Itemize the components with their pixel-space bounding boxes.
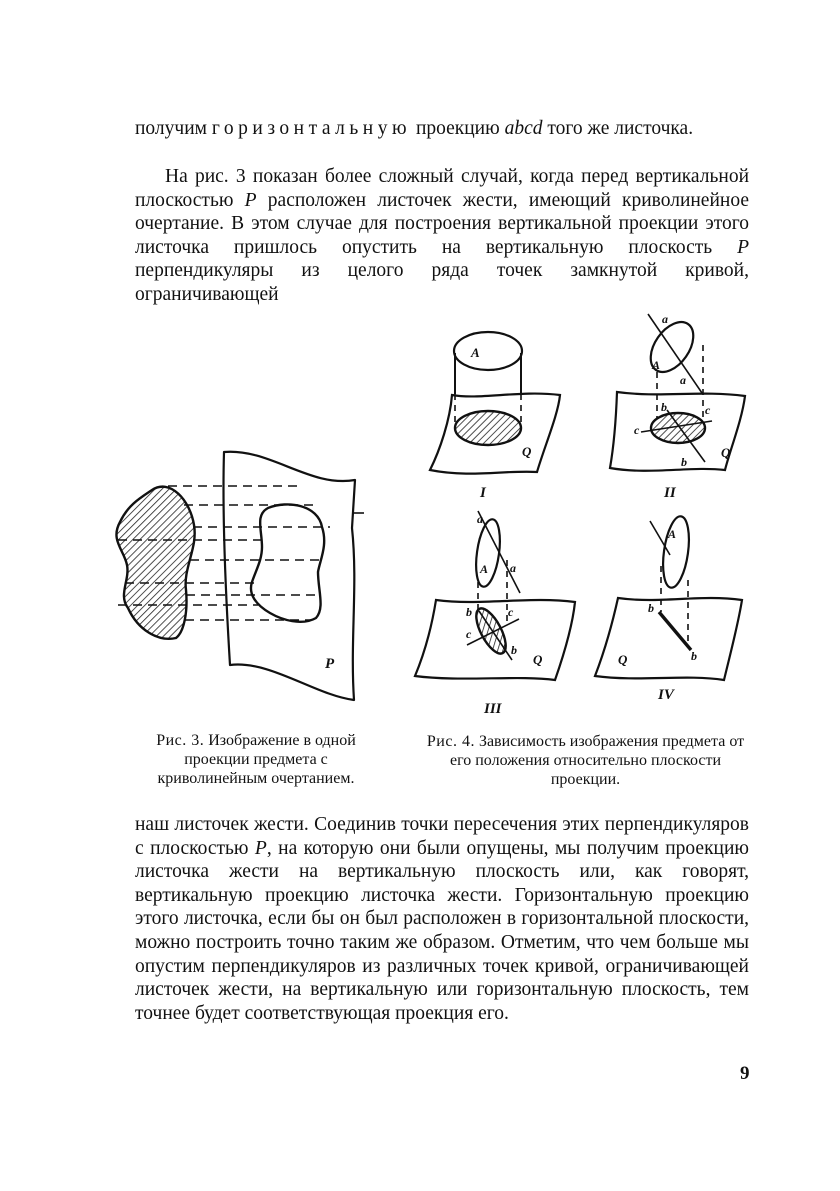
fig4-2-label-a-top: a (662, 312, 668, 326)
figure-4-panel-3 (415, 511, 575, 680)
fig4-roman-4: IV (658, 687, 674, 703)
fig4-2-label-c-left: c (634, 423, 640, 437)
figure-3-caption (130, 731, 382, 788)
fig4-3-label-a-low: a (510, 561, 516, 575)
fig4-2-top-ellipse (642, 314, 702, 379)
fig4-roman-2: II (664, 485, 676, 501)
fig4-3-label-c-left: c (466, 627, 472, 641)
p2-text-3: перпендикуляры из целого ряда точек замкнутой кривой, ограничивающей (135, 260, 749, 305)
fig4-4-top-ellipse (659, 515, 693, 590)
fig4-3-label-a-big: A (480, 562, 489, 576)
fig4-2-label-a-big: A (652, 358, 661, 372)
p2-var-p1: P (244, 189, 257, 211)
p1-text-3: того же листочка. (542, 118, 694, 139)
fig4-4-label-b-low: b (691, 649, 697, 663)
figure-4-caption (418, 732, 753, 789)
fig4-2-label-b-top: b (661, 400, 667, 414)
figure-3-caption-prefix: Рис. 3. (156, 732, 205, 749)
fig4-3-label-a-top: a (477, 512, 483, 526)
fig4-3-label-b-left: b (466, 605, 472, 619)
fig4-1-label-q: Q (522, 444, 532, 459)
fig4-3-label-c-right: c (508, 605, 514, 619)
fig4-2-projection (651, 413, 705, 443)
paragraph-3 (135, 813, 749, 1025)
fig4-roman-1: I (480, 485, 486, 501)
fig4-4-label-q: Q (618, 652, 628, 667)
p3-text-2: , на которую они были опущены, мы получим проекцию листочка жести на вертикальную плоскость или, как говорят, вертикальную проекцию листочка жести. Горизонтальную проекцию этого листочка, если бы он был расположен в горизонтальной плоскости, можно построить точно таким же образом. Отметим, что чем больше мы опустим перпендикуляров из различных точек кривой, ограничивающей листочек жести, на вертикальную или горизонтальную плоскость, тем точнее будет соответствующая проекция его. (135, 837, 749, 1024)
fig4-2-label-a-low: a (680, 373, 686, 387)
page-number: 9 (740, 1063, 750, 1084)
fig4-2-label-b-low: b (681, 455, 687, 469)
fig3-plane-p (223, 452, 355, 700)
p2-text-2: расположен листочек жести, имеющий криволинейное очертание. В этом случае для построения вертикальной проекции этого листочка пришлось опустить на вертикальную плоскость (135, 189, 749, 258)
figure-4-panel-1 (430, 332, 560, 474)
fig4-4-label-a: A (668, 527, 677, 541)
fig3-label-p: P (325, 656, 335, 672)
p1-text-1: получим (135, 118, 212, 139)
fig4-4-plane (595, 598, 742, 680)
fig3-leaf (116, 487, 194, 639)
p2-text-1: На рис. 3 показан более сложный случай, когда перед вертикальной плоскостью (135, 166, 749, 211)
fig4-4-label-b-top: b (648, 601, 654, 615)
fig4-3-label-b-right: b (511, 643, 517, 657)
fig4-1-top-ellipse (454, 332, 522, 370)
figure-3-caption-text: Изображение в одной проекции предмета с криволинейным очертанием. (157, 732, 356, 787)
fig4-1-label-a: A (471, 345, 480, 360)
fig4-2-label-q: Q (721, 445, 731, 460)
p3-text-1: наш листочек жести. Соединив точки пересечения этих перпендикуляров с плоскостью (135, 814, 749, 859)
p2-var-p2: P (737, 236, 749, 258)
p3-var-p: P (254, 837, 267, 859)
fig4-2-label-c-right: c (705, 403, 711, 417)
p1-italic-abcd: abcd (504, 118, 543, 139)
fig3-projection (251, 504, 324, 621)
fig4-3-label-q: Q (533, 652, 543, 667)
p1-text-2: проекцию (411, 118, 505, 139)
p1-spaced-word: горизонтальную (211, 118, 412, 139)
figure-4-caption-prefix: Рис. 4. (426, 733, 475, 750)
figure-4-caption-text: Зависимость изображения предмета от его положения относительно плоскости проекции. (449, 733, 745, 788)
fig4-4-projection-line (659, 612, 691, 650)
fig4-1-projection (455, 411, 521, 445)
fig4-roman-3: III (484, 701, 502, 717)
